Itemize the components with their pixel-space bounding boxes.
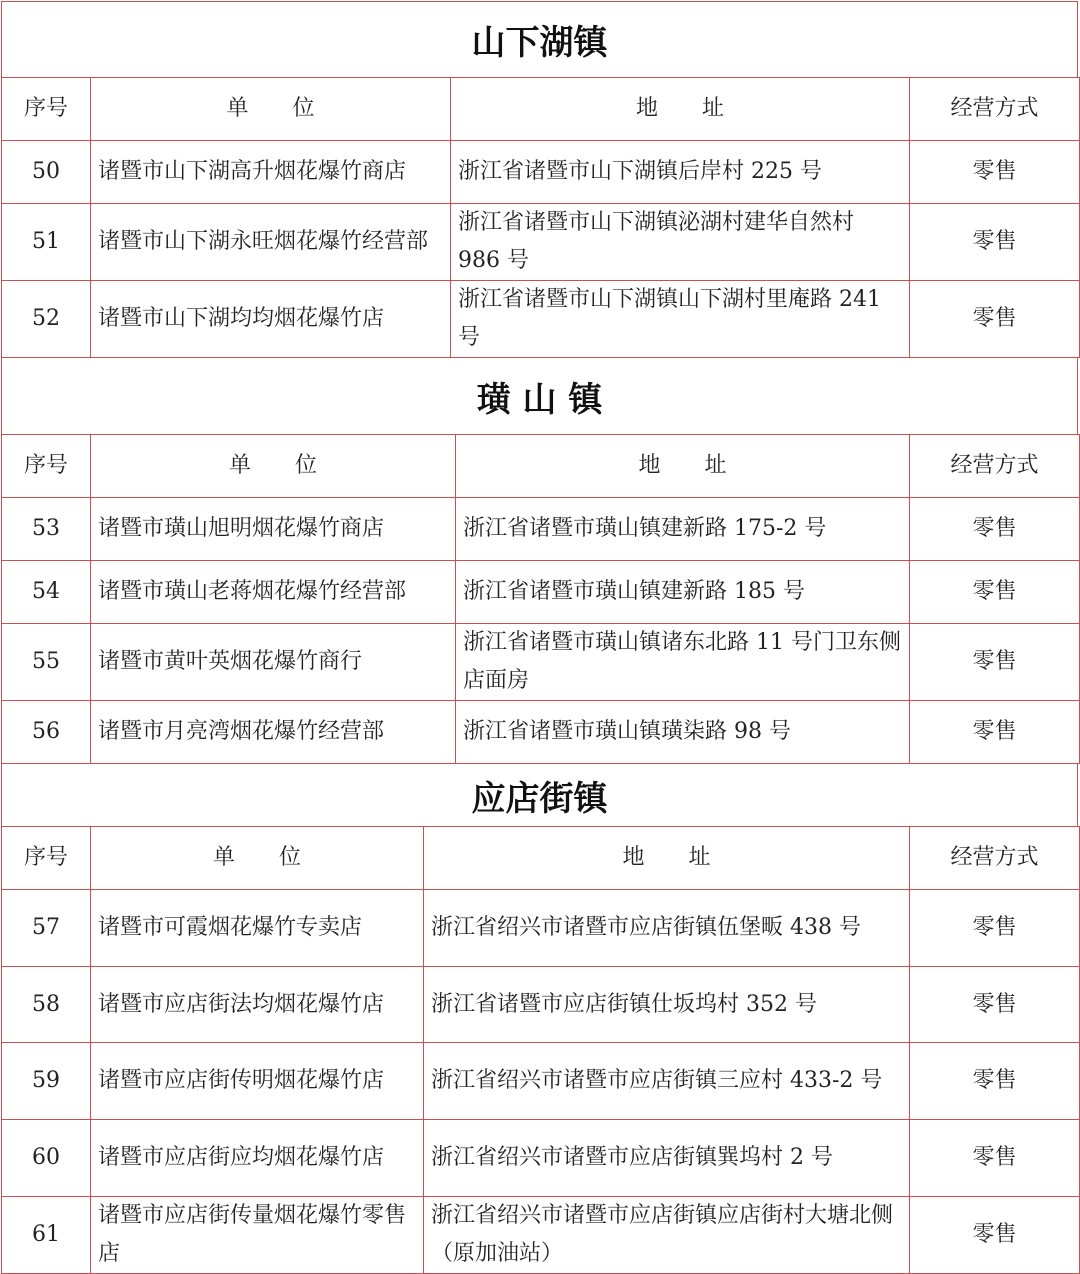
row-address: 浙江省诸暨市璜山镇建新路 175-2 号: [456, 498, 910, 561]
table-row: [2, 561, 1080, 624]
row-unit: 诸暨市可霞烟花爆竹专卖店: [91, 890, 424, 967]
header-mode: 经营方式: [910, 435, 1080, 498]
row-no: 57: [2, 890, 91, 967]
row-mode: 零售: [910, 1120, 1080, 1197]
table-row: [2, 967, 1080, 1043]
row-no: 52: [2, 281, 91, 358]
table-row: [2, 890, 1080, 967]
row-address: 浙江省绍兴市诸暨市应店街镇三应村 433-2 号: [424, 1043, 910, 1120]
section-title: 山下湖镇: [1, 1, 1078, 77]
row-mode: 零售: [910, 141, 1080, 204]
row-unit: 诸暨市山下湖均均烟花爆竹店: [91, 281, 451, 358]
row-address: 浙江省绍兴市诸暨市应店街镇伍堡畈 438 号: [424, 890, 910, 967]
table-row: [2, 498, 1080, 561]
row-address: 浙江省诸暨市璜山镇诸东北路 11 号门卫东侧店面房: [456, 624, 910, 701]
table-row: [2, 624, 1080, 701]
table-row: [2, 1197, 1080, 1274]
header-row: [2, 827, 1080, 890]
header-mode: 经营方式: [910, 827, 1080, 890]
header-address: 地 址: [456, 435, 910, 498]
row-unit: 诸暨市月亮湾烟花爆竹经营部: [91, 701, 456, 764]
row-address: 浙江省诸暨市山下湖镇后岸村 225 号: [451, 141, 910, 204]
row-mode: 零售: [910, 561, 1080, 624]
row-no: 51: [2, 204, 91, 281]
row-no: 53: [2, 498, 91, 561]
row-mode: 零售: [910, 204, 1080, 281]
row-no: 55: [2, 624, 91, 701]
row-unit: 诸暨市应店街传量烟花爆竹零售店: [91, 1197, 424, 1274]
row-mode: 零售: [910, 281, 1080, 358]
header-row: [2, 78, 1080, 141]
header-no: 序号: [2, 435, 91, 498]
table-row: [2, 1043, 1080, 1120]
row-unit: 诸暨市山下湖永旺烟花爆竹经营部: [91, 204, 451, 281]
row-no: 61: [2, 1197, 91, 1274]
row-no: 50: [2, 141, 91, 204]
row-mode: 零售: [910, 701, 1080, 764]
row-address: 浙江省绍兴市诸暨市应店街镇巽坞村 2 号: [424, 1120, 910, 1197]
row-address: 浙江省诸暨市应店街镇仕坂坞村 352 号: [424, 967, 910, 1043]
row-no: 56: [2, 701, 91, 764]
row-no: 60: [2, 1120, 91, 1197]
row-mode: 零售: [910, 498, 1080, 561]
table-row: [2, 701, 1080, 764]
row-address: 浙江省诸暨市山下湖镇泌湖村建华自然村 986 号: [451, 204, 910, 281]
section-table: [1, 826, 1080, 1274]
header-address: 地 址: [451, 78, 910, 141]
header-unit: 单 位: [91, 435, 456, 498]
header-no: 序号: [2, 78, 91, 141]
row-unit: 诸暨市黄叶英烟花爆竹商行: [91, 624, 456, 701]
row-address: 浙江省诸暨市璜山镇璜柒路 98 号: [456, 701, 910, 764]
row-no: 59: [2, 1043, 91, 1120]
header-unit: 单 位: [91, 827, 424, 890]
row-unit: 诸暨市应店街传明烟花爆竹店: [91, 1043, 424, 1120]
row-no: 58: [2, 967, 91, 1043]
row-address: 浙江省诸暨市璜山镇建新路 185 号: [456, 561, 910, 624]
row-unit: 诸暨市山下湖高升烟花爆竹商店: [91, 141, 451, 204]
row-unit: 诸暨市应店街法均烟花爆竹店: [91, 967, 424, 1043]
table-row: [2, 1120, 1080, 1197]
row-address: 浙江省绍兴市诸暨市应店街镇应店街村大塘北侧（原加油站）: [424, 1197, 910, 1274]
header-unit: 单 位: [91, 78, 451, 141]
section-title: 应店街镇: [1, 763, 1078, 826]
header-mode: 经营方式: [910, 78, 1080, 141]
row-mode: 零售: [910, 1197, 1080, 1274]
row-mode: 零售: [910, 1043, 1080, 1120]
header-no: 序号: [2, 827, 91, 890]
row-mode: 零售: [910, 890, 1080, 967]
section-title: 璜 山 镇: [1, 357, 1078, 434]
row-mode: 零售: [910, 967, 1080, 1043]
table-row: [2, 281, 1080, 358]
header-address: 地 址: [424, 827, 910, 890]
row-unit: 诸暨市璜山旭明烟花爆竹商店: [91, 498, 456, 561]
row-address: 浙江省诸暨市山下湖镇山下湖村里庵路 241 号: [451, 281, 910, 358]
row-unit: 诸暨市璜山老蒋烟花爆竹经营部: [91, 561, 456, 624]
row-mode: 零售: [910, 624, 1080, 701]
section-table: [1, 77, 1080, 358]
header-row: [2, 435, 1080, 498]
table-row: [2, 204, 1080, 281]
row-no: 54: [2, 561, 91, 624]
row-unit: 诸暨市应店街应均烟花爆竹店: [91, 1120, 424, 1197]
section-table: [1, 434, 1080, 764]
table-row: [2, 141, 1080, 204]
